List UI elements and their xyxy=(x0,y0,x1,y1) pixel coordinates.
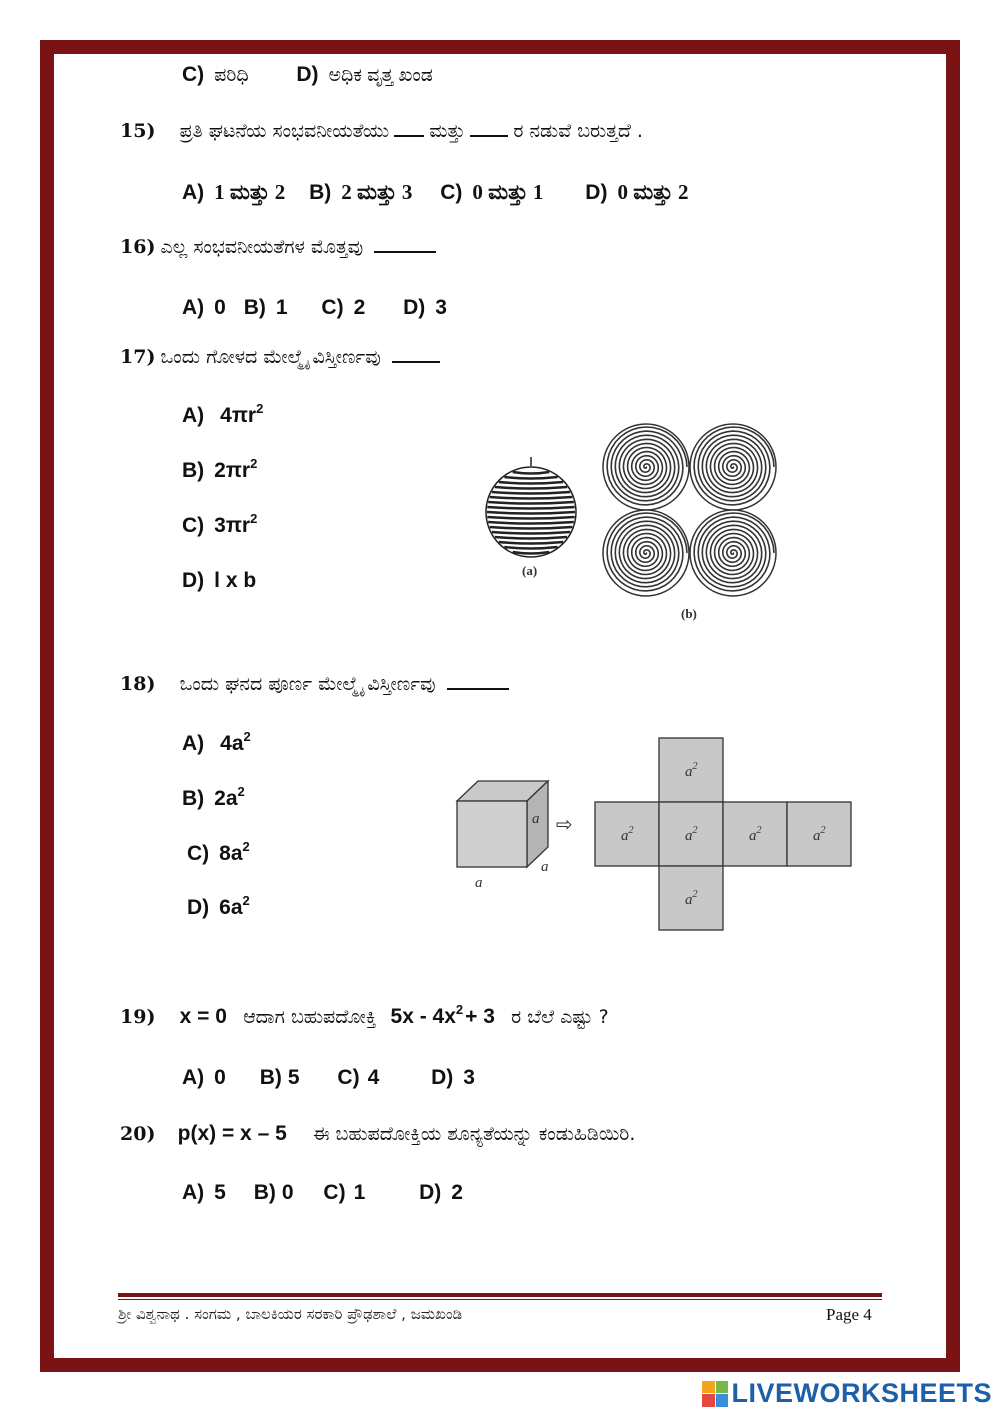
math-expression: x = 0 xyxy=(179,1005,227,1028)
liveworksheets-logo-icon xyxy=(702,1381,728,1407)
option-b[interactable]: B) 1 xyxy=(243,296,288,319)
answer-blank[interactable] xyxy=(447,674,509,690)
question-text: ರ ನಡುವೆ ಬರುತ್ತದೆ . xyxy=(513,120,643,142)
options-20 xyxy=(182,1181,463,1205)
liveworksheets-brand xyxy=(702,1378,992,1409)
question-text: ಪ್ರತಿ ಘಟನೆಯ ಸಂಭವನೀಯತೆಯು xyxy=(179,120,390,142)
figure-caption-b: (b) xyxy=(681,606,697,621)
option-a[interactable]: A) 5 xyxy=(182,1181,226,1204)
option-a[interactable]: A) $4\pi r^2$ xyxy=(182,401,264,427)
option-c[interactable]: C) $3\pi r^2$ xyxy=(182,511,258,537)
option-b[interactable]: B) 2 ಮತ್ತು 3 xyxy=(309,180,413,204)
option-d[interactable]: D) 3 xyxy=(403,296,447,319)
question-text: ಎಲ್ಲ ಸಂಭವನೀಯತೆಗಳ ಮೊತ್ತವು xyxy=(160,236,364,258)
question-number: 17) xyxy=(120,346,156,368)
option-label: D) xyxy=(296,63,319,86)
question-text: ಒಂದು ಘನದ ಪೂರ್ಣ ಮೇಲ್ಮೈ ವಿಸ್ತೀರ್ಣವು xyxy=(179,673,436,695)
option-b[interactable]: B) $2a^2$ xyxy=(182,784,245,810)
figure-caption-a: (a) xyxy=(522,563,538,578)
option-a[interactable]: A) $4a^2$ xyxy=(182,729,251,755)
footer-author: ಶ್ರೀ ವಿಶ್ವನಾಥ . ಸಂಗಮ , ಬಾಲಕಿಯರ ಸರಕಾರಿ ಪ್ರೌಢಶಾಲೆ , ಜಮಖಂಡಿ xyxy=(118,1305,463,1323)
brand-name: LIVEWORKSHEETS xyxy=(731,1378,992,1408)
footer-divider xyxy=(118,1293,882,1297)
option-c[interactable]: C) 0 ಮತ್ತು 1 xyxy=(440,180,544,204)
question-number: 15) xyxy=(120,120,156,142)
net-face-label: $a^2$ xyxy=(685,889,698,908)
arrow-icon: ⇨ xyxy=(556,812,573,836)
cube-net-image xyxy=(595,738,851,930)
net-face-label: $a^2$ xyxy=(685,761,698,780)
answer-blank[interactable] xyxy=(394,121,424,137)
question-16 xyxy=(120,236,436,258)
cube-edge-label: a xyxy=(532,811,540,827)
option-d[interactable]: D) l x b xyxy=(182,569,257,592)
options-19 xyxy=(182,1066,475,1090)
question-15 xyxy=(120,120,643,142)
question-18 xyxy=(120,673,509,695)
options-16 xyxy=(182,296,447,320)
question-17 xyxy=(120,346,440,368)
option-c[interactable]: C) 4 xyxy=(337,1066,380,1089)
question-number: 16) xyxy=(120,236,156,258)
question-number: 18) xyxy=(120,673,156,695)
net-face-label: $a^2$ xyxy=(813,825,826,844)
cube-edge-label: a xyxy=(541,859,549,875)
footer-divider xyxy=(118,1299,882,1300)
math-expression: $5x - 4x^2+ 3$ xyxy=(390,1002,495,1028)
option-c[interactable]: C) 2 xyxy=(321,296,366,319)
option-a[interactable]: A) 0 xyxy=(182,296,226,319)
question-number: 19) xyxy=(120,1006,156,1028)
option-text: ಅಧಿಕ ವೃತ್ತ ಖಂಡ xyxy=(328,65,433,86)
question-text: ರ ಬೆಲೆ ಎಷ್ಟು ? xyxy=(511,1006,609,1028)
question-text: ಮತ್ತು xyxy=(429,120,466,142)
question-text: ಒಂದು ಗೋಳದ ಮೇಲ್ಮೈ ವಿಸ್ತೀರ್ಣವು xyxy=(160,346,381,368)
sphere-figure xyxy=(480,420,780,630)
option-c[interactable]: C) 1 xyxy=(323,1181,366,1204)
cube-edge-label: a xyxy=(475,875,483,891)
net-face-label: $a^2$ xyxy=(685,825,698,844)
option-d[interactable]: D) 0 ಮತ್ತು 2 xyxy=(585,180,689,204)
question-number: 20) xyxy=(120,1123,156,1145)
option-c[interactable]: C) $8a^2$ xyxy=(187,839,250,865)
option-d[interactable]: D) 3 xyxy=(431,1066,475,1089)
answer-blank[interactable] xyxy=(392,347,440,363)
option-d[interactable]: D) $6a^2$ xyxy=(187,893,250,919)
math-expression: p(x) = x – 5 xyxy=(177,1122,287,1145)
option-d[interactable]: D) 2 xyxy=(419,1181,463,1204)
top-options xyxy=(182,63,433,87)
options-15 xyxy=(182,180,689,205)
cube-net-figure xyxy=(450,735,860,935)
question-20 xyxy=(120,1122,635,1146)
spiral-discs-image xyxy=(603,424,776,596)
question-text: ಆದಾಗ ಬಹುಪದೋಕ್ತಿ xyxy=(243,1006,377,1028)
option-label: C) xyxy=(182,63,205,86)
option-text: ಪರಿಧಿ xyxy=(214,65,249,86)
question-19 xyxy=(120,1002,609,1029)
answer-blank[interactable] xyxy=(470,121,508,137)
option-b[interactable]: B) $2\pi r^2$ xyxy=(182,456,258,482)
answer-blank[interactable] xyxy=(374,237,436,253)
option-a[interactable]: A) 1 ಮತ್ತು 2 xyxy=(182,180,286,204)
question-text: ಈ ಬಹುಪದೋಕ್ತಿಯ ಶೂನ್ಯತೆಯನ್ನು ಕಂಡುಹಿಡಿಯಿರಿ. xyxy=(312,1123,636,1145)
page-number: Page 4 xyxy=(826,1305,872,1324)
net-face-label: $a^2$ xyxy=(621,825,634,844)
option-b[interactable]: B) 0 xyxy=(253,1181,294,1204)
net-face-label: $a^2$ xyxy=(749,825,762,844)
option-a[interactable]: A) 0 xyxy=(182,1066,226,1089)
wound-sphere-image xyxy=(486,457,576,557)
option-b[interactable]: B) 5 xyxy=(259,1066,300,1089)
